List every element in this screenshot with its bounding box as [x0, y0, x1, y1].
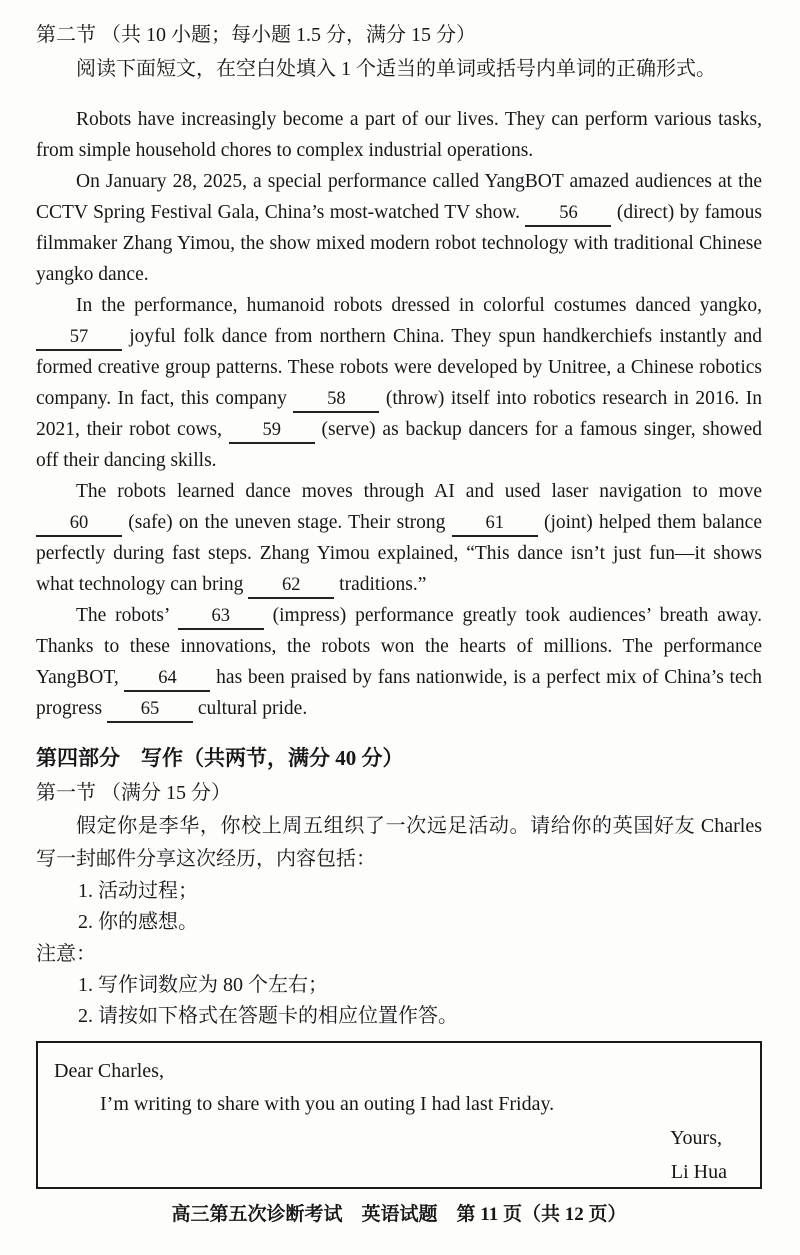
content-points [78, 876, 762, 938]
notice-note-1: 1. 写作词数应为 80 个左右； [78, 974, 328, 996]
cloze-blank-59: 59 [229, 420, 315, 444]
content-point-2: 2. 你的感想。 [78, 911, 198, 933]
section4-heading: 第四部分 写作（共两节，满分 40 分） [36, 746, 404, 770]
content-point-1: 1. 活动过程； [78, 880, 198, 902]
letter-body: I’m writing to share with you an outing I had last Friday. [100, 1093, 555, 1115]
cloze-paragraph-4: The robots learned dance moves through AI and used laser navigation to move 60 (safe) on the uneven stage. Their strong 61 (joint) helped them balance perfectly during fast steps. Zhang Yimou explained, “This dance isn’t just fun—it shows what technology can bring 62 traditions.” [36, 476, 762, 600]
cloze-paragraph-5: The robots’ 63 (impress) performance greatly took audiences’ breath away. Thanks to these innovations, the robots won the hearts of millions. The performance YangBOT, 64 has been praised by fans nationwide, is a perfect mix of China’s tech progress 65 cultural pride. [36, 600, 762, 724]
cloze-blank-58: 58 [293, 389, 379, 413]
section2-instruction: 阅读下面短文，在空白处填入 1 个适当的单词或括号内单词的正确形式。 [76, 58, 716, 80]
writing-section [36, 740, 762, 1032]
cloze-blank-64: 64 [124, 668, 210, 692]
section2-heading: 第二节 （共 10 小题；每小题 1.5 分，满分 15 分） [36, 24, 476, 46]
cloze-blank-56: 56 [525, 203, 611, 227]
section4-sub-heading: 第一节 （满分 15 分） [36, 782, 231, 804]
letter-format-box [36, 1041, 762, 1189]
cloze-blank-63: 63 [178, 606, 264, 630]
cloze-blank-62: 62 [248, 575, 334, 599]
notice-label: 注意： [36, 943, 96, 965]
letter-closing: Yours, [670, 1127, 722, 1149]
notice-note-2: 2. 请按如下格式在答题卡的相应位置作答。 [78, 1005, 458, 1027]
notice-notes [78, 970, 762, 1032]
cloze-blank-61: 61 [452, 513, 538, 537]
cloze-blank-65: 65 [107, 699, 193, 723]
letter-salutation: Dear Charles, [54, 1060, 164, 1082]
cloze-paragraph-2: On January 28, 2025, a special performance called YangBOT amazed audiences at the CCTV Spring Festival Gala, China’s most-watched TV show. 56 (direct) by famous filmmaker Zhang Yimou, the show mixed modern robot technology with traditional Chinese yangko dance. [36, 171, 762, 285]
cloze-passage [36, 104, 762, 724]
cloze-paragraph-3: In the performance, humanoid robots dressed in colorful costumes danced yangko, 57 joyful folk dance from northern China. They spun handkerchiefs instantly and formed creative group patterns. These robots were developed by Unitree, a Chinese robotics company. In fact, this company 58 (throw) itself into robotics research in 2016. In 2021, their robot cows, 59 (serve) as backup dancers for a famous singer, showed off their dancing skills. [36, 295, 762, 471]
letter-signature: Li Hua [670, 1161, 727, 1183]
cloze-blank-60: 60 [36, 513, 122, 537]
cloze-paragraph-1: Robots have increasingly become a part of our lives. They can perform various tasks, from simple household chores to complex industrial operations. [36, 109, 762, 161]
writing-prompt: 假定你是李华，你校上周五组织了一次远足活动。请给你的英国好友 Charles 写一封邮件分享这次经历，内容包括： [36, 815, 762, 870]
cloze-blank-57: 57 [36, 327, 122, 351]
page-footer: 高三第五次诊断考试 英语试题 第 11 页（共 12 页） [171, 1204, 627, 1225]
